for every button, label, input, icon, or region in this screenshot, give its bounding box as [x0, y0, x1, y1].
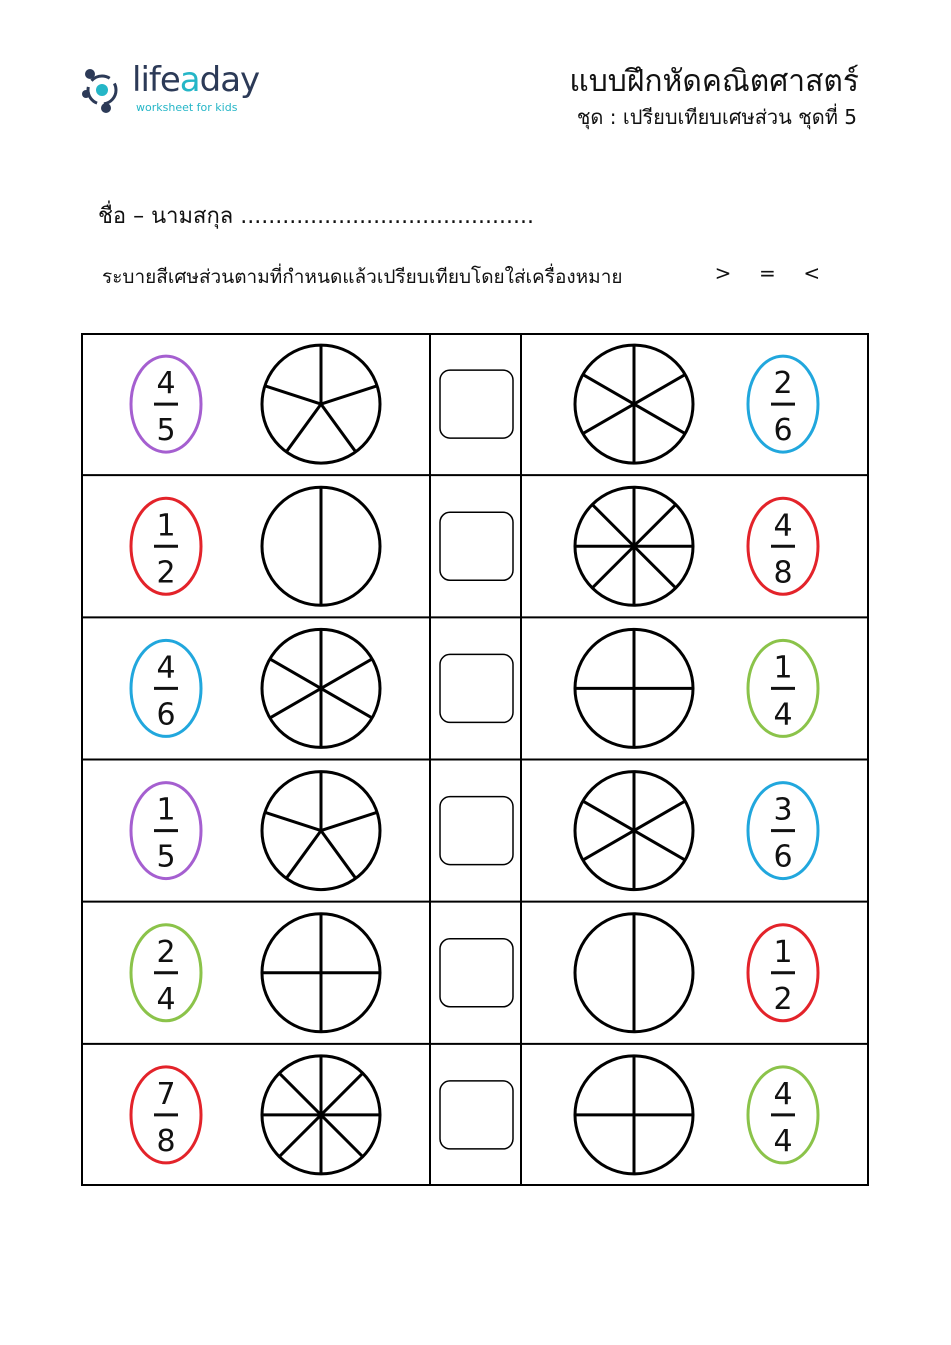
right-numerator: 1: [773, 650, 793, 686]
right-denominator: 6: [773, 413, 793, 449]
less-than-symbol: <: [803, 261, 821, 285]
right-numerator: 3: [773, 792, 793, 828]
answer-box[interactable]: [440, 939, 513, 1007]
greater-than-symbol: >: [714, 261, 732, 285]
left-numerator: 4: [156, 650, 176, 686]
logo-word-part: day: [199, 60, 260, 100]
right-numerator: 1: [773, 934, 793, 970]
page-title: แบบฝึกหัดคณิตศาสตร์: [569, 64, 859, 99]
left-numerator: 2: [156, 934, 176, 970]
left-denominator: 5: [156, 413, 176, 449]
answer-box[interactable]: [440, 1081, 513, 1149]
right-denominator: 2: [773, 981, 793, 1017]
logo-word-accent: a: [179, 60, 200, 100]
left-numerator: 1: [156, 792, 176, 828]
left-denominator: 6: [156, 697, 176, 733]
page-subtitle: ชุด : เปรียบเทียบเศษส่วน ชุดที่ 5: [576, 105, 857, 129]
equals-symbol: =: [758, 261, 776, 285]
right-numerator: 2: [773, 366, 793, 402]
right-denominator: 6: [773, 839, 793, 875]
answer-box[interactable]: [440, 654, 513, 722]
answer-box[interactable]: [440, 370, 513, 438]
right-numerator: 4: [773, 1076, 793, 1112]
left-denominator: 5: [156, 839, 176, 875]
comparison-table: [81, 333, 869, 1186]
left-numerator: 4: [156, 366, 176, 402]
right-denominator: 8: [773, 555, 793, 591]
comparison-table-svg: [81, 333, 869, 1186]
name-field-line[interactable]: ชื่อ – นามสกุล ..........................................: [98, 204, 534, 229]
answer-box[interactable]: [440, 797, 513, 865]
left-numerator: 1: [156, 508, 176, 544]
logo-wordmark: [132, 60, 259, 100]
comparison-symbols: [704, 261, 831, 285]
right-denominator: 4: [773, 1123, 793, 1159]
logo-tagline: worksheet for kids: [136, 101, 238, 114]
right-numerator: 4: [773, 508, 793, 544]
left-denominator: 8: [156, 1123, 176, 1159]
molecule-icon: [80, 64, 130, 116]
left-numerator: 7: [156, 1076, 176, 1112]
lifeaday-logo: [80, 60, 280, 120]
left-denominator: 4: [156, 981, 176, 1017]
answer-box[interactable]: [440, 512, 513, 580]
left-denominator: 2: [156, 555, 176, 591]
logo-word-part: life: [132, 60, 180, 100]
instruction-text: ระบายสีเศษส่วนตามที่กำหนดแล้วเปรียบเทียบโดยใส่เครื่องหมาย: [102, 266, 623, 288]
right-denominator: 4: [773, 697, 793, 733]
